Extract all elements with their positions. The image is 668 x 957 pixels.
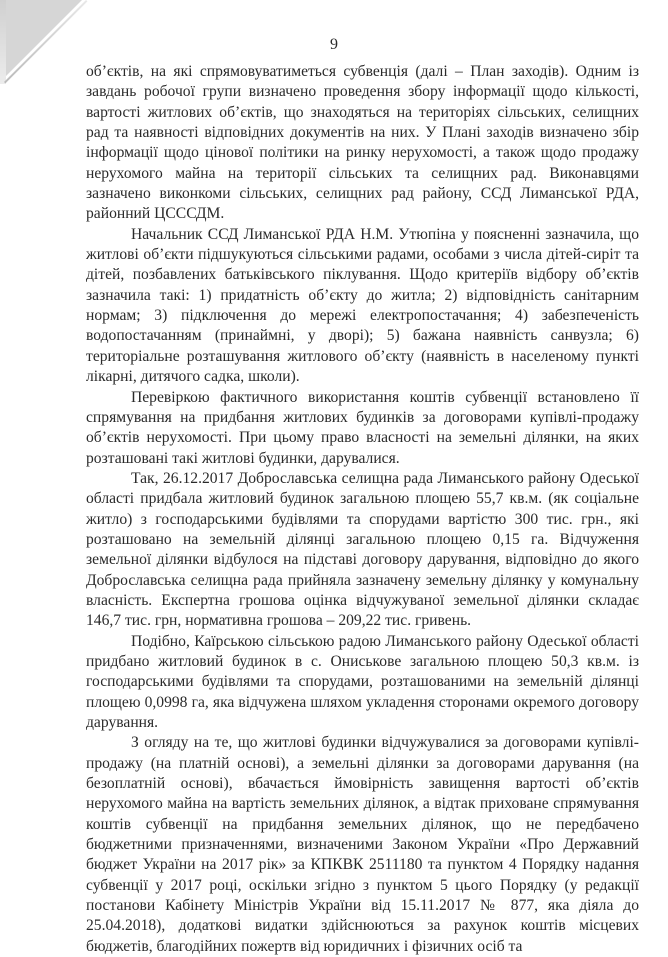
paragraph-continuation: об’єктів, на які спрямовуватиметься субвенція (далі – План заходів). Одним із завдань робочої групи визначено проведення збору інформації щодо кількості, вартості житлових об’єктів, що знаходяться на територіях сільських, селищних рад та наявності відповідних документів на них. У Плані заходів визначено збір інформації щодо цінової політики на ринку нерухомості, а також щодо продажу нерухомого майна на території сільських та селищних рад. Виконавцями зазначено виконкоми сільських, селищних рад району, ССД Лиманської РДА, районний ЦСССДМ. — [86, 63, 639, 223]
paragraph: Так, 26.12.2017 Доброславська селищна рада Лиманського району Одеської області придбала житловий будинок загальною площею 55,7 кв.м. (як соціальне житло) з господарськими будівлями та спорудами вартістю 300 тис. грн., які розташовано на земельній ділянці загальною площею 0,15 га. Відчуження земельної ділянки відбулося на підставі договору дарування, відповідно до якого Доброславська селищна рада прийняла зазначену земельну ділянку у комунальну власність. Експертна грошова оцінка відчужуваної земельної ділянки складає 146,7 тис. грн, нормативна грошова – 209,22 тис. гривень. — [86, 469, 639, 630]
paragraph: Перевіркою фактичного використання коштів субвенції встановлено її спрямування на придбання житлових будинків за договорами купівлі-продажу об’єктів нерухомості. При цьому право власності на земельні ділянки, на яких розташовані такі житлові будинки, дарувалися. — [86, 388, 639, 467]
paragraph: З огляду на те, що житлові будинки відчужувалися за договорами купівлі-продажу (на платній основі), а земельні ділянки за договорами дарування (на безоплатній основі), вбачається ймовірність завищення вартості об’єктів нерухомого майна на вартість земельних ділянок, а відтак приховане спрямування коштів субвенції на придбання земельних ділянок, що не передбачено бюджетними призначеннями, визначеними Законом України «Про Державний бюджет України на 2017 рік» за КПКВК 2511180 та пунктом 4 Порядку надання субвенції у 2017 році, оскільки згідно з пунктом 5 цього Порядку (у редакції постанови Кабінету Міністрів України від 15.11.2017 № 877, яка діяла до 25.04.2018), додаткові видатки здійснюються за рахунок коштів місцевих бюджетів, благодійних пожертв від юридичних і фізичних осіб та — [86, 734, 639, 955]
page-number: 9 — [330, 36, 338, 53]
paragraph: Подібно, Каїрською сільською радою Лиманського району Одеської області придбано житловий будинок в с. Ониськове загальною площею 50,3 кв.м. із господарськими будівлями та спорудами, розташованими на земельній ділянці площею 0,0998 га, яка відчужена шляхом укладення сторонами окремого договору дарування. — [86, 632, 639, 731]
paragraph: Начальник ССД Лиманської РДА Н.М. Утюпіна у поясненні зазначила, що житлові об’єкти підшукуються сільськими радами, особами з числа дітей-сиріт та дітей, позбавлених батьківського піклування. Щодо критеріїв відбору об’єктів зазначила такі: 1) придатність об’єкту до житла; 2) відповідність санітарним нормам; 3) підключення до мережі електропостачання; 4) забезпеченість водопостачанням (принаймні, у дворі); 5) бажана наявність санвузла; 6) територіальне розташування житлового об’єкту (наявність в населеному пункті лікарні, дитячого садка, школи). — [86, 225, 639, 386]
document-body — [86, 62, 639, 957]
